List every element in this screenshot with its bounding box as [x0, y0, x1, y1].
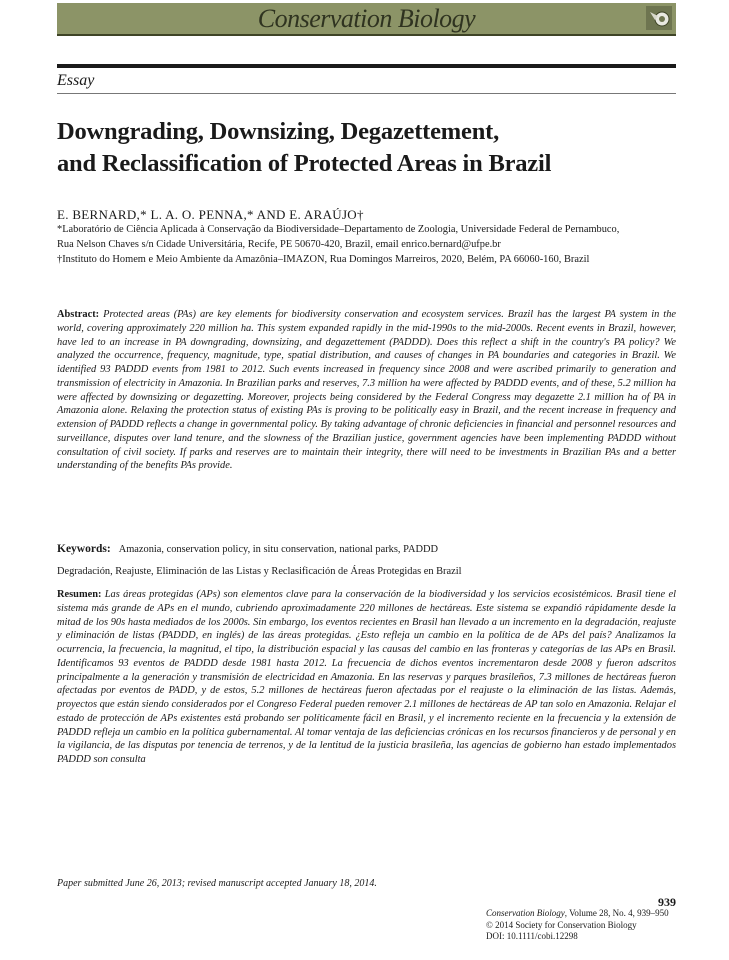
- affiliation-2: †Instituto do Homem e Meio Ambiente da Amazônia–IMAZON, Rua Domingos Marreiros, 2020, Belém, PA 66060-160, Brazil: [57, 254, 590, 265]
- article-title-line-1: Downgrading, Downsizing, Degazettement,: [57, 118, 500, 145]
- section-bottom-rule: [57, 93, 676, 94]
- article-title-line-2: and Reclassification of Protected Areas in Brazil: [57, 150, 552, 177]
- journal-name: Conservation Biology: [257, 4, 476, 33]
- abstract-text: Protected areas (PAs) are key elements for biodiversity conservation and ecosystem services. Brazil has the largest PA system in the world, covering approximately 220 million ha. This system expanded rapidly in the mid-1990s to the mid-2000s. Recent events in Brazil, however, have led to an increase in PA downgrading, downsizing, and degazettement (PADDD). Does this reflect a shift in the country's PA policy? We analyzed the occurrence, frequency, magnitude, type, spatial distribution, and causes of changes in PA boundaries and categories in Brazil. We identified 93 PADDD events from 1981 to 2012. Such events increased in frequency since 2008 and were ascribed primarily to generation and transmission of electricity in Amazonia. In Brazilian parks and reserves, 7.3 million ha were affected by PADDD events, and of these, 5.2 million ha were affected by downsizing or degazetting. Moreover, projects being considered by the Federal Congress may degazette 2.1 million ha of PA in Amazonia alone. Relaxing the protection status of existing PAs is proving to be politically easy in Brazil, and the recent increase in frequency and extension of PADDD reflects a change in governmental policy. By taking advantage of chronic deficiencies in financial and personnel resources and surveillance, disputes over land tenure, and the slowness of the Brazilian justice, government agencies have been implementing PADDD without consultation of civil society. If parks and reserves are to maintain their integrity, there will need to be investments in Brazilian PAs and a better understanding of the benefits PAs provide.: [57, 309, 676, 472]
- abstract-heading: Abstract:: [57, 309, 100, 320]
- keywords-text: Amazonia, conservation policy, in situ conservation, national parks, PADDD: [118, 544, 438, 555]
- resumen-heading: Resumen:: [57, 589, 102, 600]
- section-top-rule: [57, 64, 676, 68]
- citation-journal: Conservation Biology: [486, 908, 565, 918]
- submission-note: Paper submitted June 26, 2013; revised manuscript accepted January 18, 2014.: [57, 878, 377, 889]
- copyright: © 2014 Society for Conservation Biology: [486, 919, 637, 930]
- resumen: [57, 588, 676, 767]
- section-label: Essay: [57, 72, 95, 89]
- abstract: [57, 308, 676, 473]
- keywords: [57, 543, 438, 555]
- keywords-heading: Keywords:: [57, 543, 111, 555]
- citation-block: [486, 908, 676, 943]
- journal-header-bar: [57, 3, 676, 36]
- affiliation-1-address: Rua Nelson Chaves s/n Cidade Universitária, Recife, PE 50670-420, Brazil, email enrico.bernard@ufpe.br: [57, 239, 501, 250]
- journal-cover-icon: [646, 6, 672, 30]
- affiliation-1: *Laboratório de Ciência Aplicada à Conservação da Biodiversidade–Departamento de Zoologia, Universidade Federal de Pernambuco,: [57, 224, 620, 235]
- doi: DOI: 10.1111/cobi.12298: [486, 931, 578, 941]
- page-number: 939: [658, 895, 676, 909]
- spanish-title: Degradación, Reajuste, Eliminación de las Listas y Reclasificación de Áreas Protegidas en Brazil: [57, 566, 462, 577]
- citation-line: [486, 908, 676, 920]
- author-list: E. BERNARD,* L. A. O. PENNA,* AND E. ARAÚJO†: [57, 207, 364, 222]
- article-title: [57, 116, 676, 180]
- resumen-text: Las áreas protegidas (APs) son elementos clave para la conservación de la biodiversidad y los servicios ecosistémicos. Brasil tiene el sistema más grande de APs en el mundo, cubriendo aproximadamente 220 millones de hectáreas. Este sistema se expandió rápidamente desde la mitad de los 90s hasta mediados de los 2000s. Sin embargo, los eventos recientes en Brasil han llevado a un incremento en la degradación, reajuste y eliminación de listas (PADDD, en inglés) de las áreas protegidas. ¿Esto refleja un cambio en la política de de APs del país? Analizamos la ocurrencia, la frecuencia, la magnitud, el tipo, la distribución espacial y las causas del cambio en las fronteras y categorías de las APs en Brasil. Identificamos 93 eventos de PADDD desde 1981 hasta 2012. La frecuencia de dichos eventos incrementaron desde 2008 y fueron adscritos principalmente a la generación y transmisión de electricidad en Amazonia. En las reservas y parques brasileños, 7.3 millones de hectáreas fueron afectadas por eventos de PADD, y de estos, 5.2 millones de hectáreas fueron afectadas por el reajuste o la eliminación de las listas. Además, proyectos que están siendo considerados por el Congreso Federal pueden remover 2.1 millones de hectáreas de AP tan solo en Amazonia. Relajar el estado de protección de APs existentes está probando ser políticamente fácil en Brasil, y el incremento reciente en la frecuencia y la extensión de PADDD refleja un cambio en la política gubernamental. Al tomar ventaja de las deficiencias crónicas en los recursos financieros y de personal y en la vigilancia, de las disputas por tenencia de terrenos, y de la lentitud de la justicia brasileña, las agencias de gobierno han estado implementados PADDD son consulta: [57, 589, 676, 765]
- citation-volume: , Volume 28, No. 4, 939–950: [564, 908, 669, 918]
